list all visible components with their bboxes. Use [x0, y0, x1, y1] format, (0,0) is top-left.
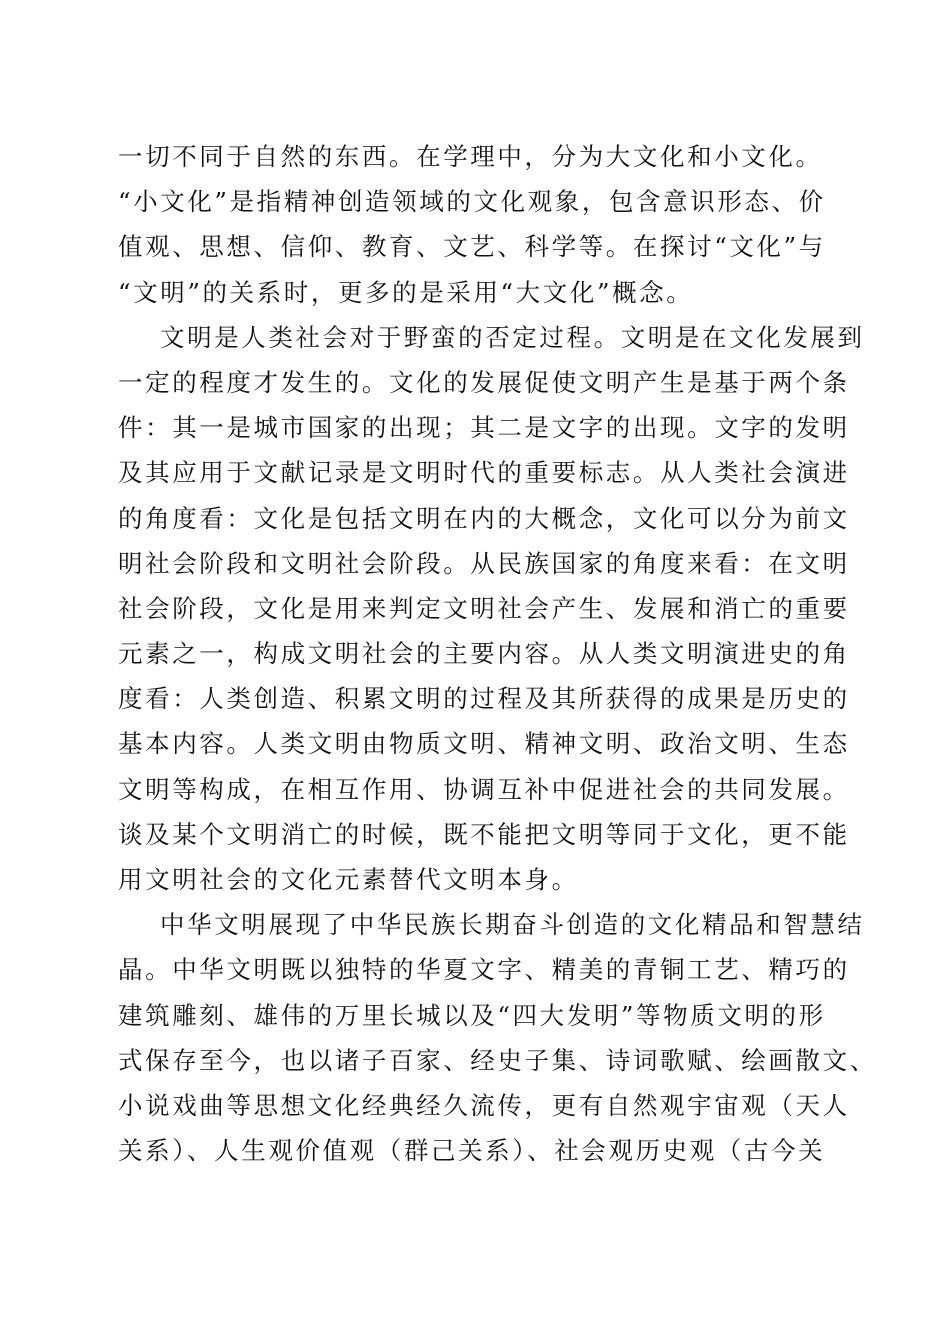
text-line: 用文明社会的文化元素替代文明本身。: [118, 865, 579, 894]
paragraph-start-line: 中华文明展现了中华民族长期奋斗创造的文化精品和智慧结: [160, 910, 865, 940]
text-line: “文明”的关系时，更多的是采用“大文化”概念。: [118, 277, 694, 307]
text-line: 文明等构成，在相互作用、协调互补中促进社会的共同发展。: [118, 774, 850, 804]
text-line: 度看：人类创造、积累文明的过程及其所获得的成果是历史的: [118, 684, 850, 714]
text-line: 一切不同于自然的东西。在学理中，分为大文化和小文化。: [118, 142, 823, 171]
text-line: 一定的程度才发生的。文化的发展促使文明产生是基于两个条: [118, 367, 850, 397]
text-line: 社会阶段，文化是用来判定文明社会产生、发展和消亡的重要: [118, 593, 850, 623]
text-line: 小说戏曲等思想文化经典经久流传，更有自然观宇宙观（天人: [118, 1090, 850, 1120]
text-line: “小文化”是指精神创造领域的文化观象，包含意识形态、价: [118, 187, 826, 217]
text-line: 件：其一是城市国家的出现；其二是文字的出现。文字的发明: [118, 413, 850, 443]
text-line: 值观、思想、信仰、教育、文艺、科学等。在探讨“文化”与: [118, 232, 826, 262]
text-line: 基本内容。人类文明由物质文明、精神文明、政治文明、生态: [118, 729, 850, 759]
text-line: 晶。中华文明既以独特的华夏文字、精美的青铜工艺、精巧的: [118, 955, 850, 985]
text-line: 元素之一，构成文明社会的主要内容。从人类文明演进史的角: [118, 639, 850, 669]
text-line: 的角度看：文化是包括文明在内的大概念，文化可以分为前文: [118, 503, 850, 533]
text-line: 建筑雕刻、雄伟的万里长城以及“四大发明”等物质文明的形: [118, 1000, 826, 1030]
text-line: 关系）、人生观价值观（群己关系）、社会观历史观（古今关: [118, 1136, 826, 1166]
text-line: 明社会阶段和文明社会阶段。从民族国家的角度来看：在文明: [118, 548, 850, 578]
body-text: [118, 134, 877, 1173]
text-line: 及其应用于文献记录是文明时代的重要标志。从人类社会演进: [118, 458, 850, 488]
paragraph-start-line: 文明是人类社会对于野蛮的否定过程。文明是在文化发展到: [160, 322, 865, 352]
text-line: 谈及某个文明消亡的时候，既不能把文明等同于文化，更不能: [118, 819, 850, 849]
text-line: 式保存至今，也以诸子百家、经史子集、诗词歌赋、绘画散文、: [118, 1045, 877, 1075]
